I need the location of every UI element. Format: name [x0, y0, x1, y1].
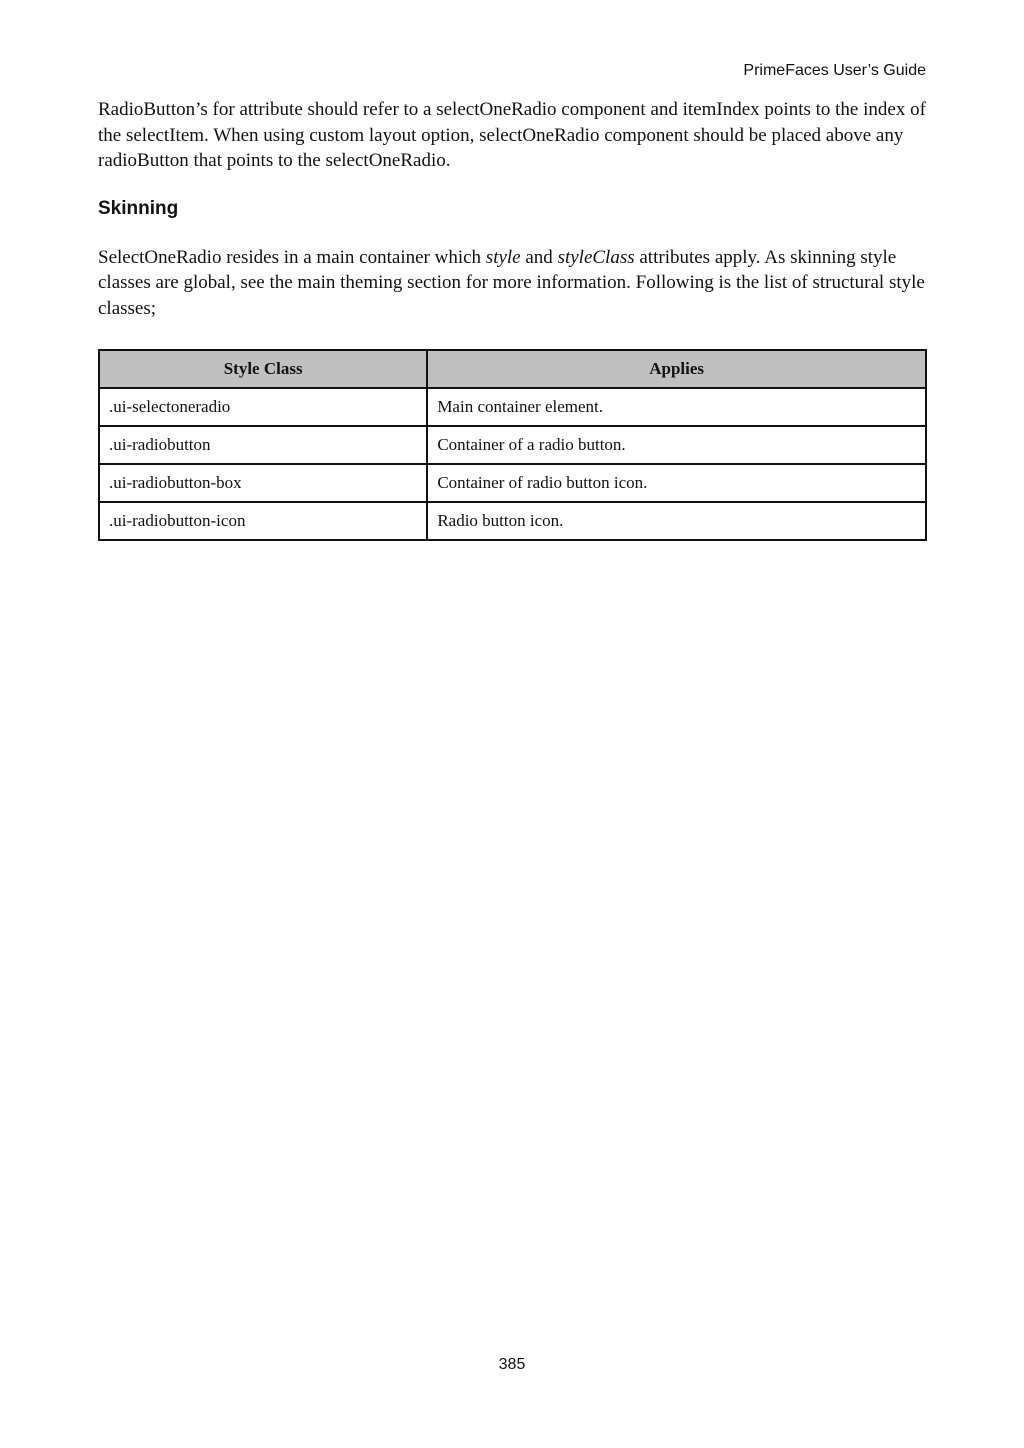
- skinning-paragraph: [98, 245, 928, 322]
- style-class-cell: .ui-selectoneradio: [99, 388, 427, 426]
- table-row: [99, 426, 926, 464]
- applies-cell: Container of radio button icon.: [427, 464, 926, 502]
- intro-paragraph: RadioButton’s for attribute should refer to a selectOneRadio component and itemIndex points to the index of the selectItem. When using custom layout option, selectOneRadio component should be placed above any radioButton that points to the selectOneRadio.: [98, 99, 926, 171]
- page-content: [98, 97, 928, 541]
- section-heading: Skinning: [98, 197, 179, 219]
- table-row: [99, 464, 926, 502]
- table-header-row: [99, 350, 926, 388]
- column-header-applies: Applies: [427, 350, 926, 388]
- style-class-cell: .ui-radiobutton-box: [99, 464, 427, 502]
- style-class-cell: .ui-radiobutton-icon: [99, 502, 427, 540]
- table-row: [99, 502, 926, 540]
- skinning-text-1: SelectOneRadio resides in a main container which: [98, 246, 486, 268]
- style-class-table: [98, 349, 927, 541]
- style-class-cell: .ui-radiobutton: [99, 426, 427, 464]
- table-row: [99, 388, 926, 426]
- running-header: PrimeFaces User’s Guide: [743, 62, 926, 79]
- applies-cell: Radio button icon.: [427, 502, 926, 540]
- styleclass-term: styleClass: [557, 246, 635, 268]
- skinning-text-2: and: [520, 246, 558, 268]
- page-number: 385: [498, 1356, 526, 1373]
- applies-cell: Main container element.: [427, 388, 926, 426]
- style-term: style: [485, 246, 521, 268]
- column-header-style-class: Style Class: [99, 350, 427, 388]
- skinning-text-3: attributes apply. As skinning style classes are global, see the main theming section for more information. Following is the list of structural style classes;: [98, 246, 925, 319]
- applies-cell: Container of a radio button.: [427, 426, 926, 464]
